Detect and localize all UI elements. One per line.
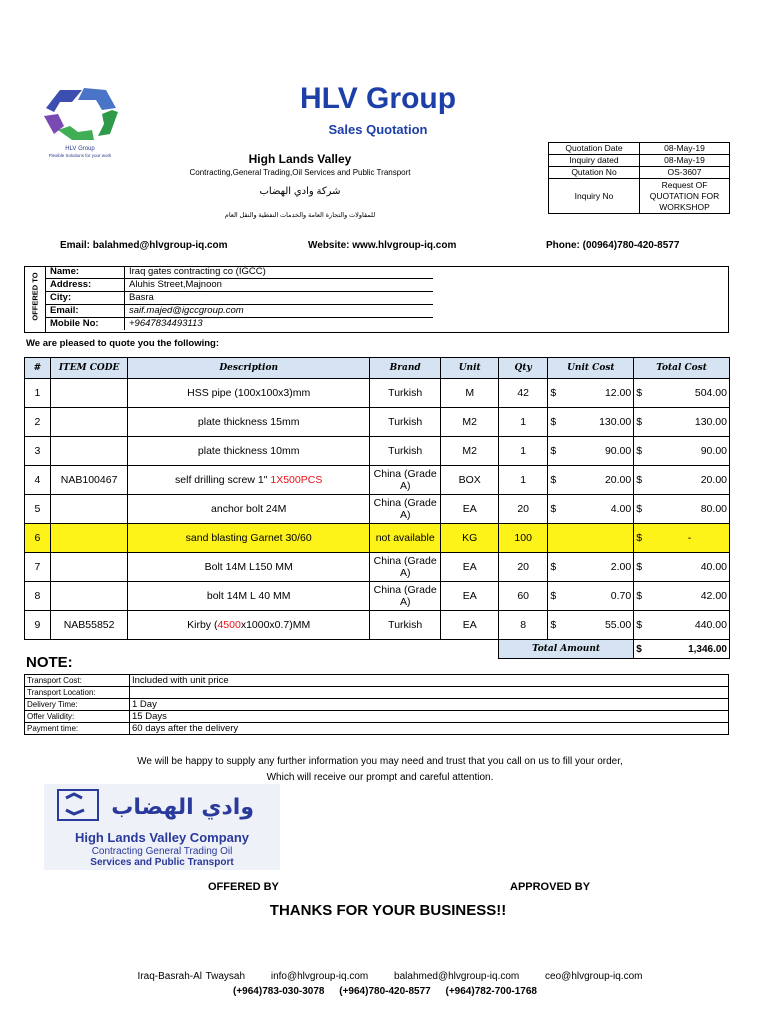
item-unit: M2 bbox=[441, 408, 498, 437]
item-total-currency: $ bbox=[634, 495, 650, 524]
item-brand: not available bbox=[369, 524, 441, 553]
customer-name: Iraq gates contracting co (IGCC) bbox=[125, 266, 434, 279]
item-total: - bbox=[650, 524, 729, 553]
header-total-cost: Total Cost bbox=[634, 358, 730, 379]
item-qty: 1 bbox=[498, 466, 548, 495]
item-total-currency: $ bbox=[634, 466, 650, 495]
stamp-english-line2: Contracting General Trading Oil bbox=[91, 846, 233, 857]
header-qty: Qty bbox=[498, 358, 548, 379]
item-unit-cost: 12.00 bbox=[564, 379, 633, 408]
item-description bbox=[128, 408, 369, 437]
payment-time-label: Payment time: bbox=[25, 723, 130, 735]
offered-to-table bbox=[46, 266, 433, 330]
item-description bbox=[128, 553, 369, 582]
item-description-suffix: x1000x0.7)MM bbox=[240, 619, 311, 631]
closing-message-line1: We will be happy to supply any further information you may need and trust that you call on us to fill your order, bbox=[137, 756, 623, 767]
item-total-currency: $ bbox=[634, 437, 650, 466]
item-description-text: sand blasting Garnet 30/60 bbox=[185, 532, 312, 544]
item-unit-cost: 20.00 bbox=[564, 466, 633, 495]
doc-title: HLV Group bbox=[299, 82, 457, 115]
item-total-currency: $ bbox=[634, 611, 650, 640]
item-description-text: Bolt 14M L150 MM bbox=[204, 561, 293, 573]
item-unit: KG bbox=[441, 524, 498, 553]
item-number: 5 bbox=[25, 495, 51, 524]
item-row bbox=[25, 379, 730, 408]
item-description bbox=[128, 524, 369, 553]
quotation-no-label: Qutation No bbox=[549, 167, 640, 179]
item-row bbox=[25, 437, 730, 466]
footer-line1 bbox=[60, 971, 720, 982]
item-total-currency: $ bbox=[634, 553, 650, 582]
item-code bbox=[50, 582, 128, 611]
item-unit-currency: $ bbox=[548, 553, 564, 582]
offered-to-label bbox=[24, 266, 46, 333]
closing-message bbox=[60, 754, 700, 786]
item-qty: 42 bbox=[498, 379, 548, 408]
item-code bbox=[50, 524, 128, 553]
customer-city: Basra bbox=[125, 292, 434, 305]
item-code bbox=[50, 408, 128, 437]
mobile-label: Mobile No: bbox=[46, 318, 125, 331]
item-total: 440.00 bbox=[650, 611, 729, 640]
item-total: 80.00 bbox=[650, 495, 729, 524]
item-unit-currency: $ bbox=[548, 408, 564, 437]
item-row bbox=[25, 524, 730, 553]
item-qty: 20 bbox=[498, 553, 548, 582]
item-unit-currency: $ bbox=[548, 466, 564, 495]
item-description bbox=[128, 466, 369, 495]
company-name-arabic: شركة وادي الهضاب bbox=[259, 186, 341, 197]
quotation-no: OS-3607 bbox=[640, 167, 730, 179]
notes-table bbox=[24, 674, 729, 735]
item-code: NAB55852 bbox=[50, 611, 128, 640]
item-unit-currency: $ bbox=[548, 611, 564, 640]
doc-subtitle: Sales Quotation bbox=[328, 122, 428, 137]
item-row bbox=[25, 408, 730, 437]
item-qty: 1 bbox=[498, 437, 548, 466]
item-brand: China (Grade A) bbox=[369, 466, 441, 495]
item-description bbox=[128, 437, 369, 466]
item-qty: 20 bbox=[498, 495, 548, 524]
header-unit: Unit bbox=[441, 358, 498, 379]
item-unit-cost: 0.70 bbox=[564, 582, 633, 611]
item-number: 7 bbox=[25, 553, 51, 582]
item-number: 3 bbox=[25, 437, 51, 466]
item-unit: EA bbox=[441, 611, 498, 640]
item-brand: Turkish bbox=[369, 379, 441, 408]
item-unit-currency: $ bbox=[548, 437, 564, 466]
item-number: 2 bbox=[25, 408, 51, 437]
item-unit: EA bbox=[441, 553, 498, 582]
item-number: 9 bbox=[25, 611, 51, 640]
header-number: # bbox=[25, 358, 51, 379]
item-unit-cost: 130.00 bbox=[564, 408, 633, 437]
total-amount: 1,346.00 bbox=[650, 640, 729, 659]
customer-email: saif.majed@igccgroup.com bbox=[125, 305, 434, 318]
item-code bbox=[50, 553, 128, 582]
company-stamp bbox=[44, 784, 280, 870]
item-description-text: anchor bolt 24M bbox=[211, 503, 287, 515]
item-total-currency: $ bbox=[634, 524, 650, 553]
item-unit-cost: 2.00 bbox=[564, 553, 633, 582]
item-unit: M2 bbox=[441, 437, 498, 466]
footer-phone2: (+964)780-420-8577 bbox=[339, 986, 431, 997]
offered-to-text: OFFERED TO bbox=[30, 272, 40, 321]
customer-address: Aluhis Street,Majnoon bbox=[125, 279, 434, 292]
item-total: 40.00 bbox=[650, 553, 729, 582]
item-total: 42.00 bbox=[650, 582, 729, 611]
item-code bbox=[50, 437, 128, 466]
item-brand: Turkish bbox=[369, 408, 441, 437]
item-number: 1 bbox=[25, 379, 51, 408]
item-unit-cost: 90.00 bbox=[564, 437, 633, 466]
quotation-date: 08-May-19 bbox=[640, 143, 730, 155]
item-total-currency: $ bbox=[634, 379, 650, 408]
header-unit-cost: Unit Cost bbox=[548, 358, 634, 379]
item-description-text: HSS pipe (100x100x3)mm bbox=[187, 387, 311, 399]
item-unit-currency bbox=[548, 524, 564, 553]
contact-website: Website: www.hlvgroup-iq.com bbox=[308, 240, 457, 251]
header-item-code: ITEM CODE bbox=[50, 358, 128, 379]
item-total-currency: $ bbox=[634, 582, 650, 611]
item-row bbox=[25, 553, 730, 582]
payment-time: 60 days after the delivery bbox=[130, 723, 729, 735]
company-description: Contracting,General Trading,Oil Services and Public Transport bbox=[189, 168, 411, 177]
inquiry-no-label: Inquiry No bbox=[549, 179, 640, 214]
item-unit-cost bbox=[564, 524, 633, 553]
item-row bbox=[25, 582, 730, 611]
logo-tagline: Flexible Solutions for your work bbox=[48, 153, 112, 158]
item-number: 6 bbox=[25, 524, 51, 553]
transport-location bbox=[130, 687, 729, 699]
item-unit: M bbox=[441, 379, 498, 408]
item-number: 4 bbox=[25, 466, 51, 495]
footer-phone1: (+964)783-030-3078 bbox=[233, 986, 325, 997]
name-label: Name: bbox=[46, 266, 125, 279]
total-row bbox=[25, 640, 730, 659]
item-brand: Turkish bbox=[369, 437, 441, 466]
stamp-arabic: وادي الهضاب bbox=[111, 795, 254, 820]
header-brand: Brand bbox=[369, 358, 441, 379]
delivery-time: 1 Day bbox=[130, 699, 729, 711]
footer-ceo-email[interactable]: ceo@hlvgroup-iq.com bbox=[545, 971, 643, 982]
item-unit-currency: $ bbox=[548, 379, 564, 408]
item-description bbox=[128, 611, 369, 640]
total-label: Total Amount bbox=[498, 640, 633, 659]
offer-validity: 15 Days bbox=[130, 711, 729, 723]
item-description-text: plate thickness 10mm bbox=[197, 445, 300, 457]
inquiry-dated: 08-May-19 bbox=[640, 155, 730, 167]
delivery-time-label: Delivery Time: bbox=[25, 699, 130, 711]
item-number: 8 bbox=[25, 582, 51, 611]
item-total: 504.00 bbox=[650, 379, 729, 408]
item-description-text: plate thickness 15mm bbox=[197, 416, 300, 428]
item-code bbox=[50, 495, 128, 524]
transport-cost: Included with unit price bbox=[130, 675, 729, 687]
intro-text: We are pleased to quote you the following: bbox=[26, 338, 220, 349]
item-row bbox=[25, 466, 730, 495]
company-name: High Lands Valley bbox=[248, 152, 352, 166]
offered-by-label: OFFERED BY bbox=[208, 881, 279, 893]
contact-email: Email: balahmed@hlvgroup-iq.com bbox=[60, 240, 228, 251]
customer-mobile: +9647834493113 bbox=[129, 318, 203, 329]
item-description bbox=[128, 582, 369, 611]
item-unit: BOX bbox=[441, 466, 498, 495]
item-description-text: self drilling screw 1" bbox=[175, 474, 271, 486]
header-description: Description bbox=[128, 358, 369, 379]
items-table bbox=[24, 357, 730, 659]
stamp-english-line3: Services and Public Transport bbox=[90, 857, 234, 868]
stamp-english-name: High Lands Valley Company bbox=[74, 830, 250, 845]
item-unit-currency: $ bbox=[548, 582, 564, 611]
footer-info-email[interactable]: info@hlvgroup-iq.com bbox=[270, 971, 369, 982]
total-currency: $ bbox=[634, 640, 650, 659]
item-unit: EA bbox=[441, 495, 498, 524]
closing-message-line2: Which will receive our prompt and careful attention. bbox=[266, 772, 494, 783]
item-description-highlight: 4500 bbox=[217, 619, 241, 631]
item-unit-cost: 55.00 bbox=[564, 611, 633, 640]
note-title: NOTE: bbox=[26, 654, 73, 671]
item-description bbox=[128, 379, 369, 408]
item-qty: 60 bbox=[498, 582, 548, 611]
item-unit-cost: 4.00 bbox=[564, 495, 633, 524]
item-code: NAB100467 bbox=[50, 466, 128, 495]
footer-phone3: (+964)782-700-1768 bbox=[445, 986, 537, 997]
transport-location-label: Transport Location: bbox=[25, 687, 130, 699]
logo-name: HLV Group bbox=[65, 146, 95, 152]
address-label: Address: bbox=[46, 279, 125, 292]
item-unit-currency: $ bbox=[548, 495, 564, 524]
item-brand: China (Grade A) bbox=[369, 553, 441, 582]
footer-address: Iraq-Basrah-Al Twaysah bbox=[137, 971, 246, 982]
city-label: City: bbox=[46, 292, 125, 305]
item-qty: 8 bbox=[498, 611, 548, 640]
inquiry-no: Request OF QUOTATION FOR WORKSHOP bbox=[640, 179, 730, 214]
item-code bbox=[50, 379, 128, 408]
inquiry-dated-label: Inquiry dated bbox=[549, 155, 640, 167]
item-unit: EA bbox=[441, 582, 498, 611]
footer-balahmed-email[interactable]: balahmed@hlvgroup-iq.com bbox=[394, 971, 520, 982]
contact-phone: Phone: (00964)780-420-8577 bbox=[546, 240, 680, 251]
item-total-currency: $ bbox=[634, 408, 650, 437]
approved-by-label: APPROVED BY bbox=[510, 881, 591, 893]
item-description-text: Kirby ( bbox=[187, 619, 218, 631]
company-description-arabic: للمقاولات والتجارة العامة والخدمات النفطية والنقل العام bbox=[224, 212, 376, 219]
footer-line2 bbox=[160, 986, 610, 997]
item-row bbox=[25, 495, 730, 524]
offer-validity-label: Offer Validity: bbox=[25, 711, 130, 723]
email-label: Email: bbox=[46, 305, 125, 318]
item-brand: Turkish bbox=[369, 611, 441, 640]
item-description-text: bolt 14M L 40 MM bbox=[206, 590, 291, 602]
quotation-info-table bbox=[548, 142, 730, 214]
transport-cost-label: Transport Cost: bbox=[25, 675, 130, 687]
item-brand: China (Grade A) bbox=[369, 582, 441, 611]
item-description-highlight: 1X500PCS bbox=[270, 474, 323, 486]
item-description bbox=[128, 495, 369, 524]
item-total: 20.00 bbox=[650, 466, 729, 495]
item-row bbox=[25, 611, 730, 640]
thanks-text: THANKS FOR YOUR BUSINESS!! bbox=[269, 902, 507, 919]
item-qty: 1 bbox=[498, 408, 548, 437]
item-qty: 100 bbox=[498, 524, 548, 553]
item-brand: China (Grade A) bbox=[369, 495, 441, 524]
item-total: 90.00 bbox=[650, 437, 729, 466]
item-total: 130.00 bbox=[650, 408, 729, 437]
quotation-date-label: Quotation Date bbox=[549, 143, 640, 155]
items-header-row bbox=[25, 358, 730, 379]
